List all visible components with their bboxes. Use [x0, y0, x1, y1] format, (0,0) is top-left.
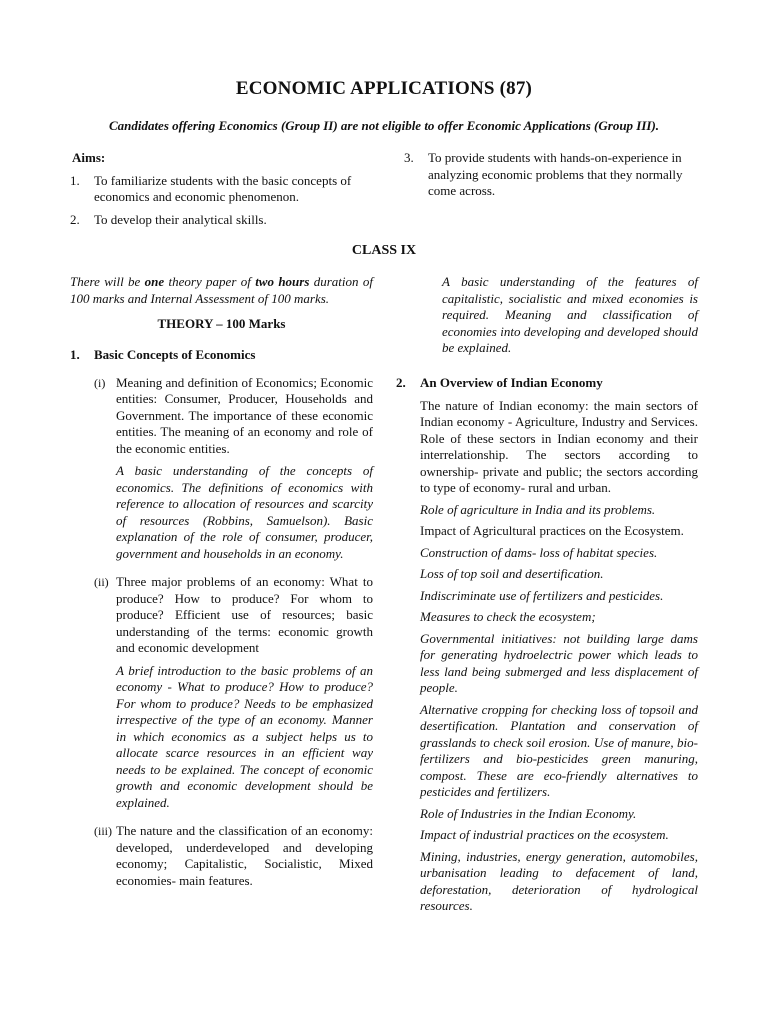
section-2-heading	[396, 375, 698, 392]
topic-text: The nature and the classification of an economy: developed, underdeveloped and developing economy; Capitalistic, Socialistic, Mixed economies- main features.	[116, 823, 373, 888]
theory-heading: THEORY – 100 Marks	[157, 316, 286, 331]
section-2-body	[420, 398, 698, 915]
intro-text: duration of 100 marks and Internal Assessment of 100 marks.	[70, 274, 373, 306]
topic-number: (iii)	[94, 824, 112, 838]
section-number: 2.	[396, 375, 406, 390]
content-line: Indiscriminate use of fertilizers and pesticides.	[420, 587, 664, 603]
intro-text: There will be	[70, 274, 145, 289]
section-2-lines	[420, 502, 698, 915]
page-title: ECONOMIC APPLICATIONS (87)	[235, 78, 533, 99]
topic-number: (i)	[94, 375, 106, 390]
content-line: Impact of Agricultural practices on the Ecosystem.	[420, 523, 684, 538]
section-1	[70, 347, 373, 889]
section-number: 1.	[70, 347, 80, 362]
aim-item	[70, 212, 373, 229]
content-line: Mining, industries, energy generation, automobiles, urbanisation leading to defacement of land, deforestation, deterioration of hydrological resources.	[420, 848, 698, 913]
content-line: Construction of dams- loss of habitat species.	[420, 544, 658, 560]
aim-item	[70, 173, 373, 206]
aim-number: 1.	[70, 172, 80, 188]
intro-text: theory paper of	[164, 274, 256, 289]
content-line: Role of agriculture in India and its problems.	[420, 501, 656, 517]
section-1-heading	[70, 347, 373, 364]
topic-note: A basic understanding of the concepts of economics. The definitions of economics with reference to allocation of resources and scarcity of resources (Robbins, Samuelson). Basic explanation of the role of consumer, producer, government and households in an economy.	[116, 463, 373, 561]
eligibility-note: Candidates offering Economics (Group II) are not eligible to offer Economic Applications (Group III).	[108, 118, 660, 133]
content-line: Impact of industrial practices on the ecosystem.	[420, 827, 669, 842]
aim-number: 3.	[404, 150, 414, 165]
intro-one: one	[144, 274, 165, 289]
aims-block	[70, 150, 373, 228]
content-line: Alternative cropping for checking loss of topsoil and desertification. Plantation and conservation of grasslands to check soil erosion. Use of manure, bio-fertilizers and bio-pesticides green manuring, compost. These are eco-friendly alternatives to pesticides and fertilizers.	[420, 701, 698, 799]
topic-note: A brief introduction to the basic problems of an economy - What to produce? How to produce? For whom to produce? Needs to be emphasized irrespective of the type of an economy. Manner in which economics as a subject helps us to allocate scarce resources in an efficient way needs to be explained. The concept of economic growth and economic development should be explained.	[116, 662, 373, 810]
aim-text: To develop their analytical skills.	[94, 211, 267, 227]
intro-paragraph	[70, 274, 373, 307]
intro-two-hours: two hours	[255, 274, 310, 289]
aims-block-right	[404, 150, 700, 200]
topic-item	[94, 823, 373, 889]
section-2	[396, 375, 698, 915]
aim-number: 2.	[70, 211, 80, 227]
topic-item	[94, 574, 373, 657]
aim-item	[404, 150, 700, 200]
content-line: Measures to check the ecosystem;	[420, 609, 596, 624]
section-title: An Overview of Indian Economy	[420, 375, 603, 390]
topic-number: (ii)	[94, 575, 109, 589]
content-line: Governmental initiatives: not building large dams for generating hydroelectric power which leads to less land being submerged and less displacement of people.	[420, 630, 698, 695]
topic-item	[94, 375, 373, 458]
class-heading: CLASS IX	[351, 243, 417, 258]
content-line: Role of Industries in the Indian Economy.	[420, 805, 637, 821]
topic-note-continued: A basic understanding of the features of capitalistic, socialistic and mixed economies is required. Meaning and classification of economies into developing and developed should be explained.	[442, 274, 698, 355]
section-title: Basic Concepts of Economics	[94, 347, 256, 362]
topic-text: Meaning and definition of Economics; Economic entities: Consumer, Producer, Households and Government. The importance of these economic entities. The meaning of an economy and role of the economic entities.	[116, 374, 373, 456]
aim-text: To provide students with hands-on-experience in analyzing economic problems that they normally come across.	[428, 150, 683, 198]
aim-text: To familiarize students with the basic concepts of economics and economic phenomenon.	[94, 172, 352, 204]
content-line: Loss of top soil and desertification.	[420, 566, 604, 581]
topic-text: Three major problems of an economy: What to produce? How to produce? For whom to produce? Efficient use of resources; basic understanding of the terms: economic growth and economic development	[116, 574, 373, 655]
section-2-paragraph: The nature of Indian economy: the main sectors of Indian economy - Agriculture, Industry and Services. Role of these sectors in Indian economy and their interrelationship. The sectors according to ownership- private and public; the sectors according to type of economy- rural and urban.	[420, 397, 698, 495]
aims-heading: Aims:	[72, 150, 106, 165]
